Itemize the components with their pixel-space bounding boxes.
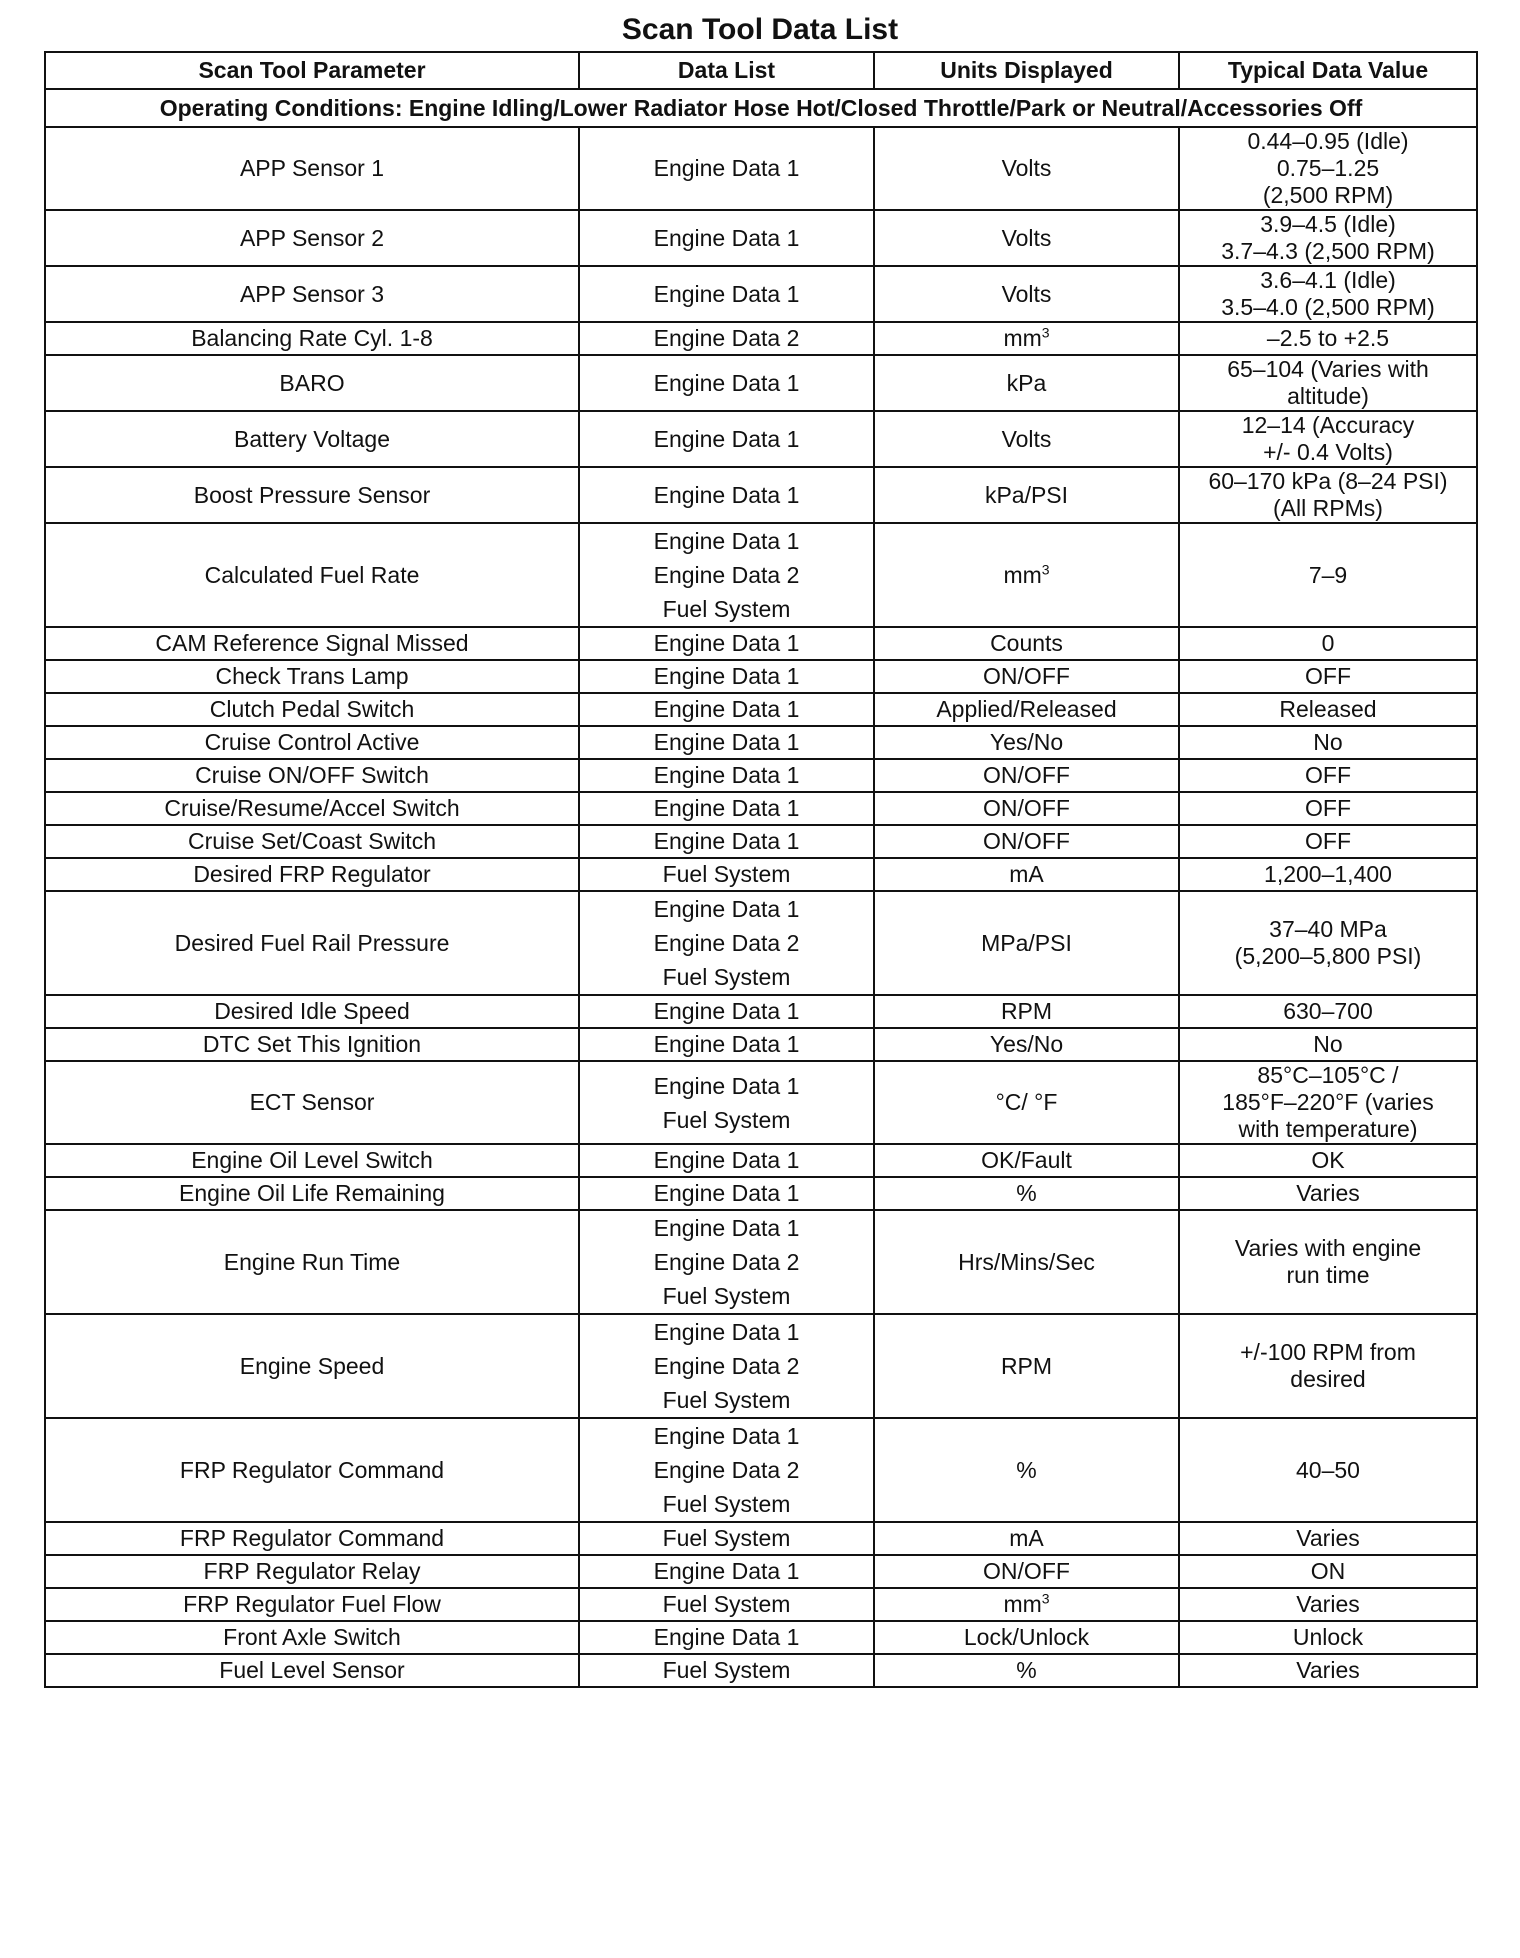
cell-typical-value	[1179, 411, 1477, 467]
cell-parameter: Engine Run Time	[45, 1210, 579, 1314]
table-row	[45, 1418, 1477, 1522]
cell-data-list	[579, 1177, 874, 1210]
typical-value-line: OFF	[1305, 663, 1351, 689]
data-list-line: Engine Data 1	[653, 1624, 800, 1650]
typical-value-line: 3.7–4.3 (2,500 RPM)	[1221, 238, 1435, 264]
table-row	[45, 1555, 1477, 1588]
data-list-line: Engine Data 1	[653, 696, 800, 722]
typical-value-line: Varies	[1296, 1657, 1360, 1683]
operating-conditions: Operating Conditions: Engine Idling/Lower Radiator Hose Hot/Closed Throttle/Park or Neutral/Accessories Off	[45, 89, 1477, 127]
cell-data-list	[579, 1210, 874, 1314]
data-list-line: Engine Data 1	[653, 528, 800, 554]
table-row	[45, 1654, 1477, 1687]
table-row	[45, 759, 1477, 792]
typical-value-line: 7–9	[1308, 561, 1348, 588]
data-list-line: Engine Data 2	[653, 1457, 800, 1483]
cell-units: Yes/No	[874, 1028, 1179, 1061]
cell-typical-value	[1179, 210, 1477, 266]
cell-parameter: Engine Oil Level Switch	[45, 1144, 579, 1177]
units-text: mm	[1003, 1591, 1042, 1617]
data-list-line: Fuel System	[662, 861, 791, 887]
typical-value-line: Released	[1279, 696, 1377, 722]
table-row	[45, 1177, 1477, 1210]
data-list-line: Fuel System	[662, 1657, 791, 1683]
cell-data-list	[579, 322, 874, 355]
data-list-line: Fuel System	[662, 1491, 791, 1517]
data-list-line: Engine Data 2	[653, 930, 800, 956]
cell-data-list	[579, 1588, 874, 1621]
typical-value-line: OFF	[1305, 762, 1351, 788]
cell-parameter: FRP Regulator Relay	[45, 1555, 579, 1588]
typical-value-line: Varies	[1296, 1180, 1360, 1206]
cell-data-list	[579, 1418, 874, 1522]
table-row	[45, 693, 1477, 726]
cell-units	[874, 523, 1179, 627]
data-list-line: Engine Data 1	[653, 481, 800, 508]
cell-typical-value	[1179, 1314, 1477, 1418]
data-list-line: Engine Data 1	[653, 663, 800, 689]
table-row	[45, 995, 1477, 1028]
cell-units: Lock/Unlock	[874, 1621, 1179, 1654]
typical-value-line: 85°C–105°C /	[1257, 1062, 1399, 1088]
data-list-line: Fuel System	[662, 1525, 791, 1551]
cell-parameter: APP Sensor 1	[45, 127, 579, 210]
data-list-line: Engine Data 1	[653, 280, 800, 307]
cell-parameter: Boost Pressure Sensor	[45, 467, 579, 523]
cell-typical-value	[1179, 1418, 1477, 1522]
table-row	[45, 1210, 1477, 1314]
table-row	[45, 1061, 1477, 1144]
table-row	[45, 127, 1477, 210]
typical-value-line: +/- 0.4 Volts)	[1263, 439, 1393, 465]
typical-value-line: 3.9–4.5 (Idle)	[1260, 211, 1396, 237]
typical-value-line: with temperature)	[1238, 1116, 1418, 1142]
typical-value-line: –2.5 to +2.5	[1266, 325, 1390, 351]
typical-value-line: 3.5–4.0 (2,500 RPM)	[1221, 294, 1435, 320]
cell-parameter: Desired Idle Speed	[45, 995, 579, 1028]
cell-data-list	[579, 1621, 874, 1654]
cell-typical-value	[1179, 1588, 1477, 1621]
table-row	[45, 210, 1477, 266]
cell-data-list	[579, 726, 874, 759]
typical-value-line: 0.75–1.25	[1276, 155, 1380, 181]
header-data-list: Data List	[579, 52, 874, 89]
cell-parameter: Calculated Fuel Rate	[45, 523, 579, 627]
cell-typical-value	[1179, 759, 1477, 792]
cell-typical-value	[1179, 1522, 1477, 1555]
cell-parameter: BARO	[45, 355, 579, 411]
cell-typical-value	[1179, 1061, 1477, 1144]
cell-units	[874, 322, 1179, 355]
cell-parameter: FRP Regulator Fuel Flow	[45, 1588, 579, 1621]
typical-value-line: 0	[1321, 630, 1335, 656]
table-row	[45, 1144, 1477, 1177]
cell-data-list	[579, 523, 874, 627]
data-list-line: Engine Data 2	[653, 562, 800, 588]
cell-parameter: Engine Speed	[45, 1314, 579, 1418]
cell-data-list	[579, 627, 874, 660]
cell-typical-value	[1179, 1621, 1477, 1654]
table-row	[45, 523, 1477, 627]
cell-typical-value	[1179, 726, 1477, 759]
typical-value-line: Varies with engine	[1234, 1235, 1422, 1261]
data-list-line: Engine Data 2	[653, 325, 800, 351]
cell-parameter: Engine Oil Life Remaining	[45, 1177, 579, 1210]
cell-units: Volts	[874, 266, 1179, 322]
cell-typical-value	[1179, 127, 1477, 210]
cell-parameter: FRP Regulator Command	[45, 1418, 579, 1522]
cell-data-list	[579, 411, 874, 467]
data-list-line: Engine Data 1	[653, 1031, 800, 1057]
data-list-line: Fuel System	[662, 1387, 791, 1413]
cell-parameter: Front Axle Switch	[45, 1621, 579, 1654]
cell-typical-value	[1179, 266, 1477, 322]
data-list-line: Engine Data 1	[653, 828, 800, 854]
typical-value-line: 630–700	[1283, 998, 1373, 1024]
data-list-line: Engine Data 1	[653, 1558, 800, 1584]
cell-units: mA	[874, 1522, 1179, 1555]
typical-value-line: +/-100 RPM from	[1240, 1339, 1416, 1365]
typical-value-line: No	[1313, 1031, 1343, 1057]
cell-units: OK/Fault	[874, 1144, 1179, 1177]
typical-value-line: 40–50	[1296, 1456, 1360, 1483]
typical-value-line: Varies	[1296, 1525, 1360, 1551]
cell-typical-value	[1179, 355, 1477, 411]
cell-data-list	[579, 355, 874, 411]
typical-value-line: No	[1313, 729, 1343, 755]
cell-typical-value	[1179, 792, 1477, 825]
cell-parameter: Battery Voltage	[45, 411, 579, 467]
table-row	[45, 1621, 1477, 1654]
typical-value-line: Varies	[1296, 1591, 1360, 1617]
cell-units: Volts	[874, 411, 1179, 467]
units-superscript: 3	[1041, 560, 1050, 577]
cell-data-list	[579, 995, 874, 1028]
cell-typical-value	[1179, 322, 1477, 355]
table-row	[45, 467, 1477, 523]
cell-units: Counts	[874, 627, 1179, 660]
page-title: Scan Tool Data List	[621, 13, 899, 46]
typical-value-line: OFF	[1305, 795, 1351, 821]
cell-parameter: DTC Set This Ignition	[45, 1028, 579, 1061]
data-list-line: Fuel System	[662, 596, 791, 622]
cell-data-list	[579, 825, 874, 858]
cell-parameter: Cruise Control Active	[45, 726, 579, 759]
data-list-line: Engine Data 1	[653, 896, 800, 922]
table-row	[45, 858, 1477, 891]
cell-data-list	[579, 1144, 874, 1177]
cell-typical-value	[1179, 858, 1477, 891]
cell-units: Applied/Released	[874, 693, 1179, 726]
cell-typical-value	[1179, 1555, 1477, 1588]
cell-parameter: Clutch Pedal Switch	[45, 693, 579, 726]
table-row	[45, 1314, 1477, 1418]
table-row	[45, 1522, 1477, 1555]
cell-units: ON/OFF	[874, 825, 1179, 858]
units-superscript: 3	[1041, 1590, 1050, 1607]
cell-typical-value	[1179, 523, 1477, 627]
data-list-line: Fuel System	[662, 1591, 791, 1617]
cell-data-list	[579, 1555, 874, 1588]
cell-units: ON/OFF	[874, 660, 1179, 693]
data-list-line: Engine Data 1	[653, 1180, 800, 1206]
cell-parameter: APP Sensor 2	[45, 210, 579, 266]
typical-value-line: 185°F–220°F (varies	[1222, 1089, 1434, 1115]
cell-units: RPM	[874, 995, 1179, 1028]
cell-units: kPa	[874, 355, 1179, 411]
cell-data-list	[579, 1314, 874, 1418]
cell-parameter: Balancing Rate Cyl. 1-8	[45, 322, 579, 355]
cell-units: Volts	[874, 127, 1179, 210]
data-list-line: Fuel System	[662, 1283, 791, 1309]
cell-parameter: Cruise/Resume/Accel Switch	[45, 792, 579, 825]
cell-parameter: CAM Reference Signal Missed	[45, 627, 579, 660]
cell-units: MPa/PSI	[874, 891, 1179, 995]
data-list-line: Engine Data 1	[653, 1072, 800, 1099]
data-list-line: Engine Data 1	[653, 1423, 800, 1449]
table-row	[45, 726, 1477, 759]
cell-parameter: Desired Fuel Rail Pressure	[45, 891, 579, 995]
typical-value-line: 60–170 kPa (8–24 PSI)	[1208, 468, 1448, 494]
data-list-line: Engine Data 1	[653, 762, 800, 788]
cell-typical-value	[1179, 891, 1477, 995]
data-list-line: Engine Data 1	[653, 1147, 800, 1173]
cell-typical-value	[1179, 1210, 1477, 1314]
cell-units: %	[874, 1177, 1179, 1210]
header-typical-value: Typical Data Value	[1179, 52, 1477, 89]
table-row	[45, 825, 1477, 858]
cell-units	[874, 1588, 1179, 1621]
cell-typical-value	[1179, 1654, 1477, 1687]
typical-value-line: 3.6–4.1 (Idle)	[1260, 267, 1396, 293]
cell-units: ON/OFF	[874, 759, 1179, 792]
cell-parameter: Desired FRP Regulator	[45, 858, 579, 891]
cell-data-list	[579, 467, 874, 523]
header-units: Units Displayed	[874, 52, 1179, 89]
typical-value-line: run time	[1286, 1262, 1370, 1288]
cell-typical-value	[1179, 627, 1477, 660]
cell-parameter: FRP Regulator Command	[45, 1522, 579, 1555]
data-list-line: Engine Data 1	[653, 155, 800, 181]
cell-parameter: Cruise Set/Coast Switch	[45, 825, 579, 858]
cell-data-list	[579, 1061, 874, 1144]
data-list-line: Engine Data 1	[653, 795, 800, 821]
cell-units: Hrs/Mins/Sec	[874, 1210, 1179, 1314]
cell-parameter: Check Trans Lamp	[45, 660, 579, 693]
cell-units: Yes/No	[874, 726, 1179, 759]
cell-typical-value	[1179, 995, 1477, 1028]
table-row	[45, 1028, 1477, 1061]
data-list-line: Engine Data 1	[653, 729, 800, 755]
table-row	[45, 355, 1477, 411]
cell-typical-value	[1179, 1144, 1477, 1177]
table-row	[45, 1588, 1477, 1621]
cell-data-list	[579, 759, 874, 792]
table-row	[45, 322, 1477, 355]
cell-data-list	[579, 1028, 874, 1061]
data-list-line: Fuel System	[662, 964, 791, 990]
cell-typical-value	[1179, 1177, 1477, 1210]
cell-data-list	[579, 792, 874, 825]
header-parameter: Scan Tool Parameter	[45, 52, 579, 89]
cell-data-list	[579, 1654, 874, 1687]
typical-value-line: 12–14 (Accuracy	[1241, 412, 1415, 438]
cell-data-list	[579, 266, 874, 322]
data-list-line: Engine Data 2	[653, 1353, 800, 1379]
typical-value-line: altitude)	[1287, 383, 1369, 409]
cell-data-list	[579, 891, 874, 995]
data-list-line: Engine Data 1	[653, 224, 800, 251]
data-list-line: Engine Data 1	[653, 998, 800, 1024]
cell-typical-value	[1179, 467, 1477, 523]
typical-value-line: desired	[1290, 1366, 1366, 1392]
cell-data-list	[579, 1522, 874, 1555]
header-row	[45, 52, 1477, 89]
typical-value-line: (All RPMs)	[1273, 495, 1383, 521]
typical-value-line: OK	[1311, 1147, 1345, 1173]
units-text: mm	[1003, 325, 1042, 351]
cell-units: RPM	[874, 1314, 1179, 1418]
cell-typical-value	[1179, 825, 1477, 858]
cell-data-list	[579, 858, 874, 891]
data-list-line: Engine Data 2	[653, 1249, 800, 1275]
scan-tool-data-table	[44, 51, 1478, 1688]
operating-conditions-row	[45, 89, 1477, 127]
cell-parameter: Cruise ON/OFF Switch	[45, 759, 579, 792]
cell-data-list	[579, 660, 874, 693]
table-row	[45, 792, 1477, 825]
typical-value-line: 0.44–0.95 (Idle)	[1247, 128, 1409, 154]
cell-units: °C/ °F	[874, 1061, 1179, 1144]
typical-value-line: 65–104 (Varies with	[1227, 356, 1429, 382]
typical-value-line: ON	[1310, 1558, 1346, 1584]
cell-typical-value	[1179, 660, 1477, 693]
cell-typical-value	[1179, 1028, 1477, 1061]
cell-units: %	[874, 1418, 1179, 1522]
table-row	[45, 627, 1477, 660]
table-row	[45, 660, 1477, 693]
typical-value-line: (5,200–5,800 PSI)	[1234, 943, 1422, 969]
typical-value-line: Unlock	[1292, 1624, 1364, 1650]
cell-data-list	[579, 693, 874, 726]
table-row	[45, 266, 1477, 322]
typical-value-line: 1,200–1,400	[1264, 861, 1392, 887]
cell-units: %	[874, 1654, 1179, 1687]
typical-value-line: 37–40 MPa	[1269, 916, 1387, 942]
table-row	[45, 411, 1477, 467]
data-list-line: Engine Data 1	[653, 369, 800, 396]
cell-data-list	[579, 127, 874, 210]
cell-units: ON/OFF	[874, 1555, 1179, 1588]
typical-value-line: (2,500 RPM)	[1262, 182, 1394, 208]
cell-units: ON/OFF	[874, 792, 1179, 825]
units-text: mm	[1003, 561, 1042, 588]
data-list-line: Engine Data 1	[653, 425, 800, 452]
cell-parameter: APP Sensor 3	[45, 266, 579, 322]
cell-parameter: Fuel Level Sensor	[45, 1654, 579, 1687]
typical-value-line: OFF	[1305, 828, 1351, 854]
units-superscript: 3	[1041, 324, 1050, 341]
cell-units: kPa/PSI	[874, 467, 1179, 523]
data-list-line: Engine Data 1	[653, 1215, 800, 1241]
table-row	[45, 891, 1477, 995]
cell-units: Volts	[874, 210, 1179, 266]
data-list-line: Engine Data 1	[653, 630, 800, 656]
cell-parameter: ECT Sensor	[45, 1061, 579, 1144]
cell-typical-value	[1179, 693, 1477, 726]
cell-data-list	[579, 210, 874, 266]
data-list-line: Engine Data 1	[653, 1319, 800, 1345]
data-list-line: Fuel System	[662, 1106, 791, 1133]
cell-units: mA	[874, 858, 1179, 891]
